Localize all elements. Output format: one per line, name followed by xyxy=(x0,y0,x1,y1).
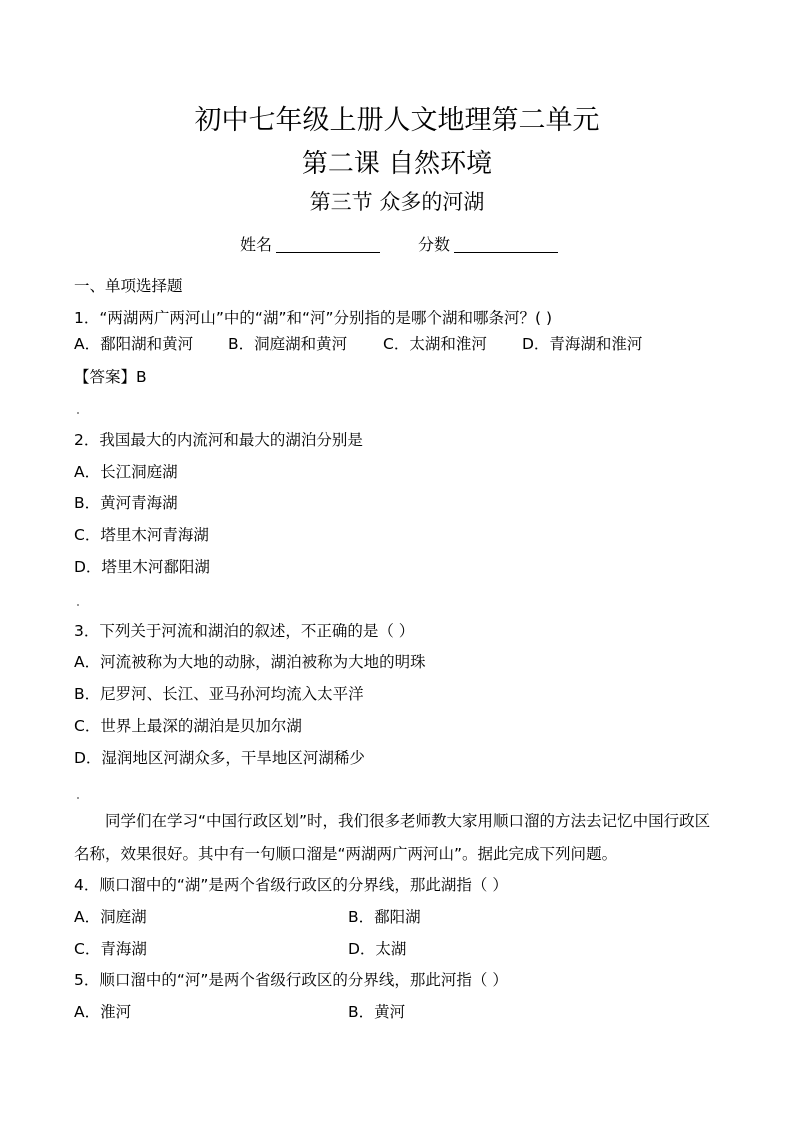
question-1-option-d: D．青海湖和淮河 xyxy=(522,335,643,353)
question-5-option-b: B．黄河 xyxy=(348,1003,406,1021)
question-4-option-d: D．太湖 xyxy=(348,940,407,958)
question-2-option-a: A．长江洞庭湖 xyxy=(74,463,178,481)
question-1-option-a: A．鄱阳湖和黄河 xyxy=(74,335,194,353)
question-3-option-c: C．世界上最深的湖泊是贝加尔湖 xyxy=(74,717,302,735)
section-title: 第三节 众多的河湖 xyxy=(309,190,485,214)
document-title: 初中七年级上册人文地理第二单元 xyxy=(194,105,600,136)
question-1-option-b: B．洞庭湖和黄河 xyxy=(228,335,348,353)
question-5-stem: 5．顺口溜中的“河”是两个省级行政区的分界线，那此河指（ ） xyxy=(74,971,508,989)
question-2-stem: 2．我国最大的内流河和最大的湖泊分别是 xyxy=(74,431,363,449)
section-heading: 一、单项选择题 xyxy=(74,277,183,295)
question-1-stem: 1．“两湖两广两河山”中的“湖”和“河”分别指的是哪个湖和哪条河？( ) xyxy=(74,309,553,327)
question-3-stem: 3．下列关于河流和湖泊的叙述，不正确的是（ ） xyxy=(74,622,415,640)
question-4-option-b: B．鄱阳湖 xyxy=(348,908,421,926)
score-blank xyxy=(454,252,558,253)
passage-line-1: 同学们在学习“中国行政区划”时，我们很多老师教大家用顺口溜的方法去记忆中国行政区 xyxy=(105,812,711,830)
question-3-option-d: D．湿润地区河湖众多，干旱地区河湖稀少 xyxy=(74,749,365,767)
paragraph-mark xyxy=(77,797,79,799)
passage-line-2: 名称，效果很好。其中有一句顺口溜是“两湖两广两河山”。据此完成下列问题。 xyxy=(74,845,618,863)
question-3-option-a: A．河流被称为大地的动脉，湖泊被称为大地的明珠 xyxy=(74,653,426,671)
question-1-option-c: C．太湖和淮河 xyxy=(383,335,487,353)
question-1-answer: 【答案】B xyxy=(74,368,147,386)
paragraph-mark xyxy=(77,412,79,414)
score-label: 分数 xyxy=(418,235,451,254)
question-5-option-a: A．淮河 xyxy=(74,1003,132,1021)
question-4-stem: 4．顺口溜中的“湖”是两个省级行政区的分界线，那此湖指（ ） xyxy=(74,876,508,894)
question-4-option-c: C．青海湖 xyxy=(74,940,147,958)
question-2-option-b: B．黄河青海湖 xyxy=(74,494,178,512)
name-blank xyxy=(276,252,380,253)
question-2-option-d: D．塔里木河鄱阳湖 xyxy=(74,558,210,576)
question-4-option-a: A．洞庭湖 xyxy=(74,908,147,926)
question-2-option-c: C．塔里木河青海湖 xyxy=(74,526,209,544)
paragraph-mark xyxy=(77,604,79,606)
name-label: 姓名 xyxy=(240,235,273,254)
question-3-option-b: B．尼罗河、长江、亚马孙河均流入太平洋 xyxy=(74,685,364,703)
lesson-title: 第二课 自然环境 xyxy=(301,149,493,179)
